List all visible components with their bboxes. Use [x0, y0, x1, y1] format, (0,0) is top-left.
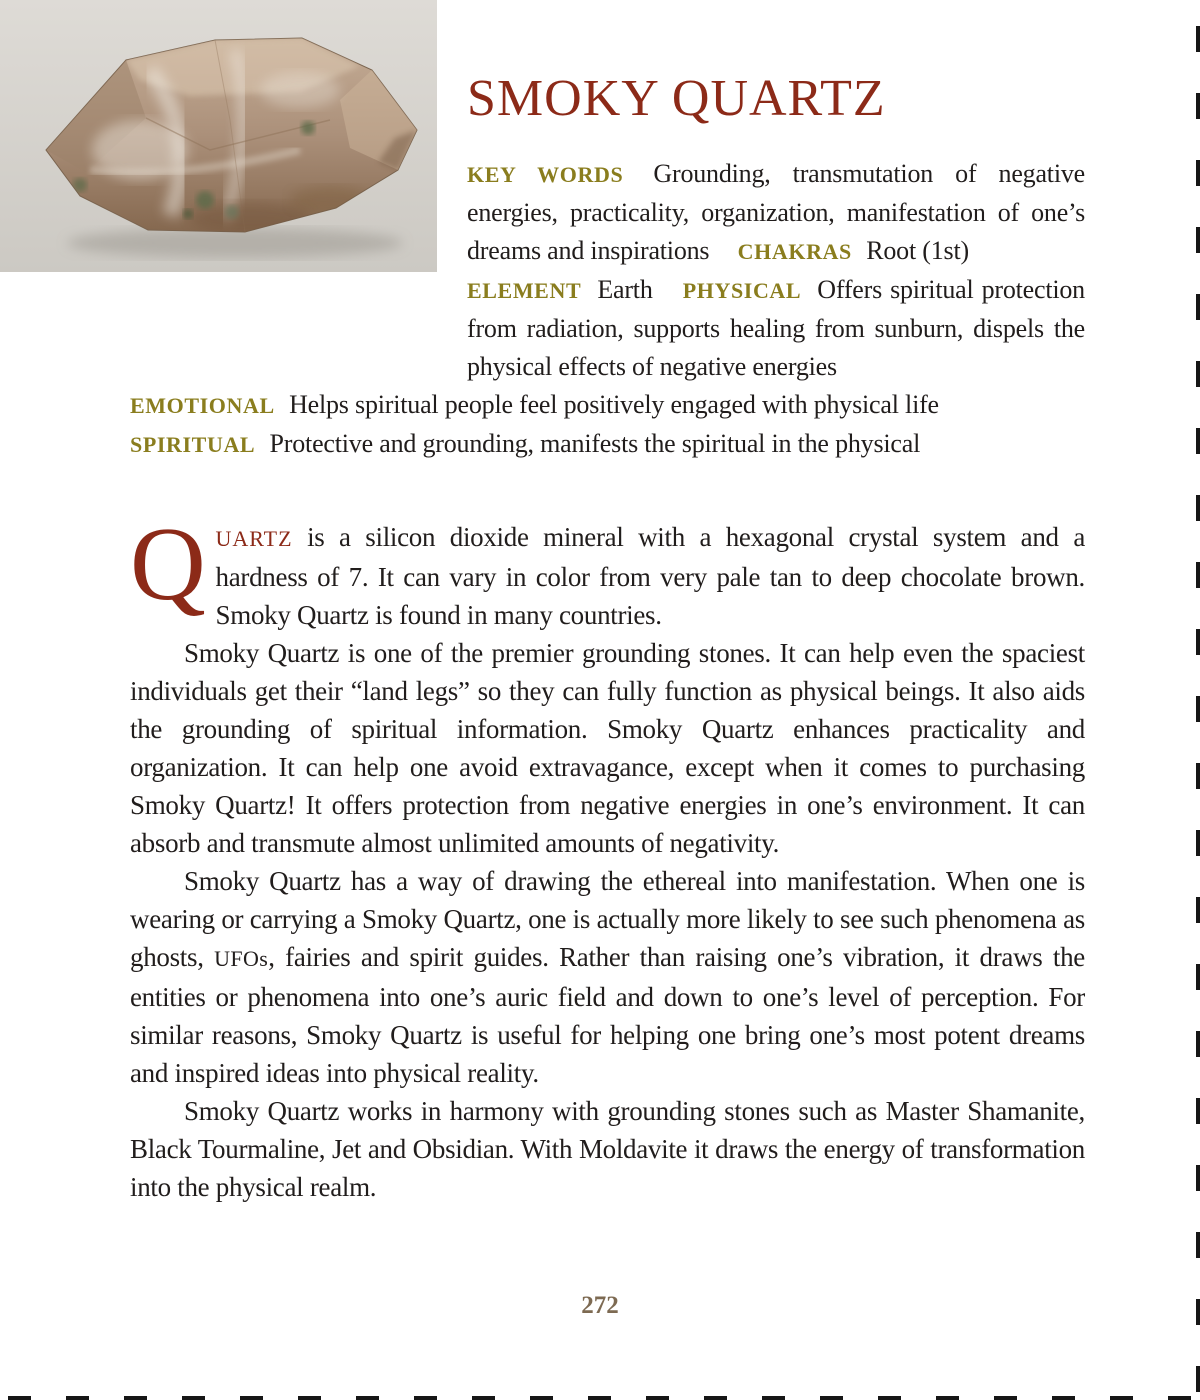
paragraph-1 — [130, 505, 1085, 634]
body-text — [130, 505, 1085, 1206]
physical-label: PHYSICAL — [682, 278, 802, 304]
paragraph-1-text: is a silicon dioxide mineral with a hexagonal crystal system and a hardness of 7. It can vary in color from very pale tan to deep chocolate brown. Smoky Quartz is found in many countries. — [215, 522, 1085, 631]
element-label: ELEMENT — [467, 278, 582, 304]
chakras-text: Root (1st) — [866, 236, 969, 266]
spiritual-text: Protective and grounding, manifests the spiritual in the physical — [269, 429, 921, 459]
scan-edge-marks-right — [1196, 26, 1200, 1400]
paragraph-3-text-a: Smoky Quartz has a way of drawing the ethereal into manifestation. When one is wearing or carrying a Smoky Quartz, one is actually more likely to see such phenomena as ghosts, — [130, 866, 1085, 973]
page-title: SMOKY QUARTZ — [467, 70, 886, 127]
lead-small-caps: UARTZ — [215, 526, 293, 552]
spiritual-label: SPIRITUAL — [130, 432, 256, 458]
scan-edge-marks-bottom — [8, 1396, 1200, 1400]
emotional-label: EMOTIONAL — [130, 393, 275, 419]
smoky-quartz-crystal-photo — [0, 0, 437, 272]
paragraph-4: Smoky Quartz works in harmony with grounding stones such as Master Shamanite, Black Tourmaline, Jet and Obsidian. With Moldavite it draws the energy of transformation into the physical realm. — [130, 1096, 1085, 1203]
paragraph-3-text-b: , fairies and spirit guides. Rather than raising one’s vibration, it draws the entities or phenomena into one’s auric field and down to one’s level of perception. For similar reasons, Smoky Quartz is useful for helping one bring one’s most potent dreams and inspired ideas into physical reality. — [130, 942, 1085, 1089]
chakras-label: CHAKRAS — [737, 239, 852, 265]
crystal-illustration — [0, 0, 437, 272]
paragraph-2: Smoky Quartz is one of the premier grounding stones. It can help even the spaciest individuals get their “land legs” so they can fully function as physical beings. It also aids the grounding of spiritual information. Smoky Quartz enhances practicality and organization. It can help one avoid extravagance, except when it comes to purchasing Smoky Quartz! It offers protection from negative energies in one’s environment. It can absorb and transmute almost unlimited amounts of negativity. — [130, 638, 1085, 859]
physical-text: Offers spiritual protection from radiation, supports healing from sunburn, dispels the physical effects of negative energies — [467, 275, 1085, 382]
drop-cap: Q — [130, 505, 206, 623]
key-words-text: Grounding, transmutation of negative energies, practicality, organization, manifestation of one’s dreams and inspirations — [467, 159, 1085, 266]
ufos-small-caps: UFOs — [214, 946, 269, 972]
emotional-text: Helps spiritual people feel positively engaged with physical life — [289, 390, 939, 420]
element-text: Earth — [597, 275, 653, 305]
page-number: 272 — [581, 1292, 619, 1319]
paragraph-3 — [130, 862, 1085, 1092]
key-words-label: KEY WORDS — [467, 162, 624, 188]
